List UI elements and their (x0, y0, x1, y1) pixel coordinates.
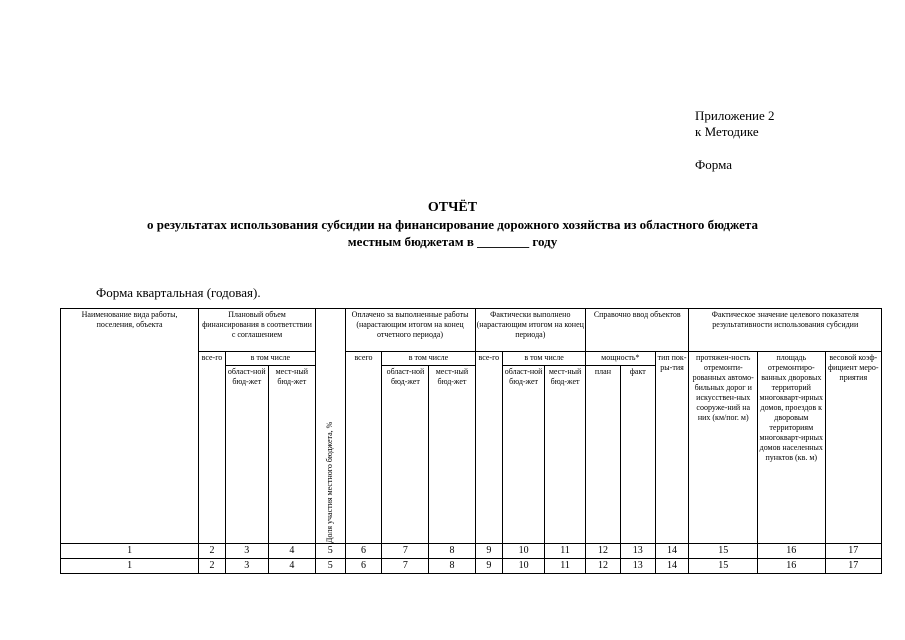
column-numbers-row (61, 544, 882, 559)
report-title: ОТЧЁТ (427, 200, 478, 215)
capacity-header: мощность* (586, 352, 656, 366)
done-regional: област-ной бюд-жет (503, 366, 545, 544)
col-number: 16 (758, 544, 826, 559)
header-plan: Плановый объем финансирования в соответствии с соглашением (199, 309, 316, 352)
cell: 9 (475, 559, 503, 574)
capacity-plan: план (586, 366, 621, 544)
col-number: 1 (61, 544, 199, 559)
col-number: 3 (225, 544, 268, 559)
col-number: 6 (345, 544, 382, 559)
header-share (315, 309, 345, 544)
paid-total: всего (345, 352, 382, 544)
annex-note (695, 108, 775, 140)
annex-line-1: Приложение 2 (695, 108, 775, 123)
col-number: 12 (586, 544, 621, 559)
cell: 4 (268, 559, 315, 574)
cell: 1 (61, 559, 199, 574)
target-length: протяжен-ность отремонти-рованных автомо-бильных дорог и искусствен-ных сооруже-ний на них (км/пог. м) (689, 352, 758, 544)
cell: 14 (655, 559, 689, 574)
annex-line-2: к Методике (695, 124, 759, 139)
col-number: 13 (620, 544, 655, 559)
plan-incl: в том числе (225, 352, 315, 366)
header-target: Фактическое значение целевого показателя результативности использования субсидии (689, 309, 882, 352)
header-name: Наименование вида работы, поселения, объекта (61, 309, 199, 544)
report-title-line-2: о результатах использования субсидии на финансирование дорожного хозяйства из областного бюджета (147, 217, 758, 232)
done-incl: в том числе (503, 352, 586, 366)
done-local: мест-ный бюд-жет (545, 366, 586, 544)
cell: 17 (825, 559, 881, 574)
col-number: 9 (475, 544, 503, 559)
col-number: 11 (545, 544, 586, 559)
paid-local: мест-ный бюд-жет (429, 366, 475, 544)
cell: 11 (545, 559, 586, 574)
col-number: 17 (825, 544, 881, 559)
cell: 2 (199, 559, 226, 574)
header-share-label: Доля участия местного бюджета, % (325, 421, 335, 543)
cell: 10 (503, 559, 545, 574)
header-done: Фактически выполнено (нарастающим итогом на конец периода) (475, 309, 586, 352)
header-reference: Справочно ввод объектов (586, 309, 689, 352)
report-title-line-3: местным бюджетам в ________ году (347, 234, 558, 249)
cell: 6 (345, 559, 382, 574)
cell: 13 (620, 559, 655, 574)
paid-regional: област-ной бюд-жет (382, 366, 429, 544)
col-number: 5 (315, 544, 345, 559)
col-number: 15 (689, 544, 758, 559)
cell: 16 (758, 559, 826, 574)
plan-total: все-го (199, 352, 226, 544)
cell: 15 (689, 559, 758, 574)
target-weight: весовой коэф-фициент меро-приятия (825, 352, 881, 544)
col-number: 8 (429, 544, 475, 559)
coverage-type: тип пок-ры-тия (655, 352, 689, 544)
capacity-fact: факт (620, 366, 655, 544)
done-total: все-го (475, 352, 503, 544)
plan-regional: област-ной бюд-жет (225, 366, 268, 544)
table-row (61, 559, 882, 574)
header-row-1 (61, 309, 882, 352)
form-type-subtitle: Форма квартальная (годовая). (96, 285, 261, 300)
report-table (60, 308, 882, 574)
paid-incl: в том числе (382, 352, 475, 366)
col-number: 10 (503, 544, 545, 559)
target-area: площадь отремонтиро-ванных дворовых территорий многокварт-ирных домов, проездов к дворовым территориям многокварт-ирных домов населенных пунктов (кв. м) (758, 352, 826, 544)
plan-local: мест-ный бюд-жет (268, 366, 315, 544)
col-number: 4 (268, 544, 315, 559)
col-number: 2 (199, 544, 226, 559)
cell: 12 (586, 559, 621, 574)
cell: 8 (429, 559, 475, 574)
col-number: 14 (655, 544, 689, 559)
col-number: 7 (382, 544, 429, 559)
cell: 5 (315, 559, 345, 574)
cell: 3 (225, 559, 268, 574)
form-label: Форма (695, 157, 732, 172)
header-paid: Оплачено за выполненные работы (нарастающим итогом на конец отчетного периода) (345, 309, 475, 352)
cell: 7 (382, 559, 429, 574)
